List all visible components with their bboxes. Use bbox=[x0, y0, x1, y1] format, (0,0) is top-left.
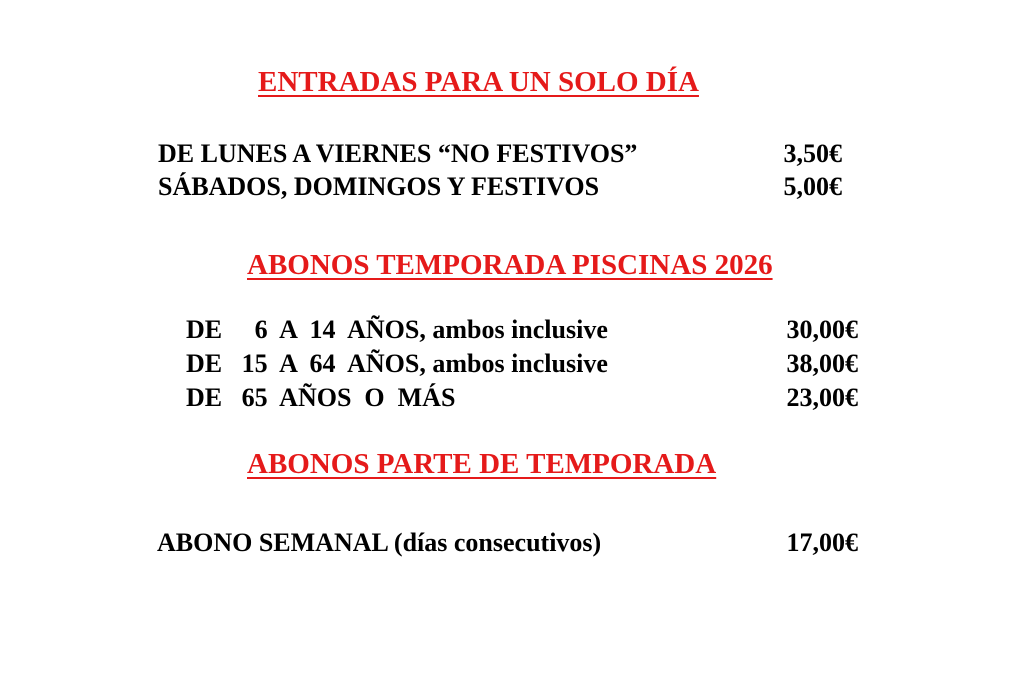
heading-single-day-tickets: ENTRADAS PARA UN SOLO DÍA bbox=[258, 66, 699, 98]
weekend-price: 5,00€ bbox=[783, 172, 842, 201]
age-15-64-label: DE 15 A 64 AÑOS, ambos inclusive bbox=[186, 349, 608, 378]
row-age-15-64 bbox=[186, 351, 608, 377]
weekend-label: SÁBADOS, DOMINGOS Y FESTIVOS bbox=[158, 172, 600, 201]
age-15-64-price: 38,00€ bbox=[786, 349, 858, 378]
row-weekday-label bbox=[158, 141, 637, 167]
weekly-pass-price: 17,00€ bbox=[786, 528, 858, 557]
weekday-price: 3,50€ bbox=[783, 139, 842, 168]
age-6-14-label: DE 6 A 14 AÑOS, ambos inclusive bbox=[186, 315, 608, 344]
row-weekly-pass bbox=[157, 530, 601, 556]
heading-partial-season-passes: ABONOS PARTE DE TEMPORADA bbox=[247, 448, 717, 480]
age-6-14-price: 30,00€ bbox=[786, 315, 858, 344]
row-weekend-label bbox=[158, 174, 599, 200]
age-65-plus-label: DE 65 AÑOS O MÁS bbox=[186, 383, 456, 412]
row-age-65-plus bbox=[186, 385, 455, 411]
row-age-6-14 bbox=[186, 317, 608, 343]
heading-season-passes: ABONOS TEMPORADA PISCINAS 2026 bbox=[247, 249, 773, 281]
weekly-pass-label: ABONO SEMANAL (días consecutivos) bbox=[157, 528, 602, 557]
weekday-label: DE LUNES A VIERNES “NO FESTIVOS” bbox=[158, 139, 638, 168]
age-65-plus-price: 23,00€ bbox=[786, 383, 858, 412]
